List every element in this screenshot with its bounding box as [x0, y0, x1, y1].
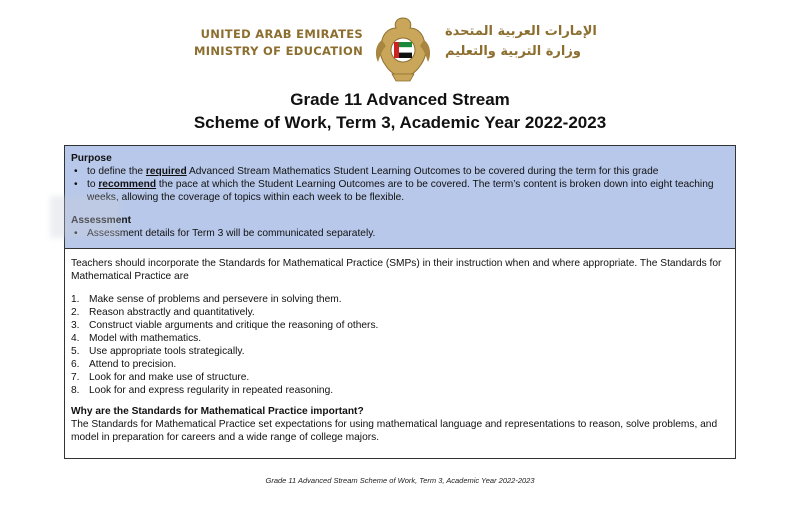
emphasis-recommend: recommend: [98, 179, 157, 190]
practice-item-text: Use appropriate tools strategically.: [89, 346, 245, 357]
practice-list: [71, 293, 729, 397]
scan-smudge: [50, 196, 120, 238]
practice-item-text: Reason abstractly and quantitatively.: [89, 307, 255, 318]
assessment-heading: Assessment: [71, 215, 132, 226]
assessment-bullet: • Assessment details for Term 3 will be communicated separately.: [74, 228, 376, 239]
practice-item-text: Look for and express regularity in repeated reasoning.: [89, 385, 334, 396]
practice-item-number: 2.: [71, 307, 80, 318]
practice-item-number: 1.: [71, 294, 80, 305]
practice-list-item: [71, 306, 729, 319]
practice-item-text: Make sense of problems and persevere in solving them.: [89, 294, 342, 305]
purpose-box: [64, 145, 736, 249]
practice-list-item: [71, 319, 729, 332]
practice-item-text: Model with mathematics.: [89, 333, 202, 344]
why-heading: Why are the Standards for Mathematical Practice important?: [71, 406, 364, 417]
practice-item-text: Construct viable arguments and critique the reasoning of others.: [89, 320, 379, 331]
purpose-bullet-1: • to define the required Advanced Stream Mathematics Student Learning Outcomes to be covered during the term for this grade: [74, 166, 659, 177]
practice-item-number: 6.: [71, 359, 80, 370]
practice-item-text: Look for and make use of structure.: [89, 372, 250, 383]
bullet-dot-icon: •: [74, 166, 78, 177]
uae-emblem-icon: [372, 14, 434, 84]
practice-list-item: [71, 384, 729, 397]
practice-item-number: 3.: [71, 320, 80, 331]
practice-item-text: Attend to precision.: [89, 359, 177, 370]
bullet-dot-icon: •: [74, 179, 78, 190]
why-text: The Standards for Mathematical Practice set expectations for using mathematical language and representations to reason, solve problems, and model in preparation for careers and a wide range of college majors.: [71, 419, 718, 443]
practice-list-item: [71, 345, 729, 358]
practice-item-number: 8.: [71, 385, 80, 396]
practice-intro: Teachers should incorporate the Standards for Mathematical Practice (SMPs) in their instruction when and where appropriate. The Standards for Mathematical Practice are: [71, 258, 722, 282]
emphasis-required: required: [145, 166, 187, 177]
english-header: [194, 26, 363, 60]
practice-item-number: 4.: [71, 333, 80, 344]
page-footer: Grade 11 Advanced Stream Scheme of Work, Term 3, Academic Year 2022-2023: [265, 476, 535, 485]
practice-item-number: 5.: [71, 346, 80, 357]
practice-item-number: 7.: [71, 372, 80, 383]
practice-list-item: [71, 371, 729, 384]
ministry-header: [0, 14, 800, 86]
country-name-ar: الإمارات العربية المتحدة: [445, 24, 597, 39]
practice-list-item: [71, 293, 729, 306]
country-name-en: UNITED ARAB EMIRATES: [200, 27, 363, 41]
arabic-header: [445, 22, 605, 62]
ministry-name-ar: وزارة التربية والتعليم: [445, 44, 581, 59]
document-subtitle: Scheme of Work, Term 3, Academic Year 2022-2023: [193, 113, 607, 132]
practice-list-item: [71, 332, 729, 345]
practice-box: [64, 249, 736, 459]
purpose-bullet-2: • to recommend the pace at which the Student Learning Outcomes are to be covered. The term’s content is broken down into eight teaching weeks, allowing the coverage of topics within each week to be flexible.: [74, 179, 714, 203]
practice-list-item: [71, 358, 729, 371]
purpose-heading: Purpose: [71, 153, 112, 164]
document-title: Grade 11 Advanced Stream: [290, 90, 510, 109]
bullet-dot-icon: •: [74, 228, 78, 239]
ministry-name-en: MINISTRY OF EDUCATION: [194, 44, 363, 58]
